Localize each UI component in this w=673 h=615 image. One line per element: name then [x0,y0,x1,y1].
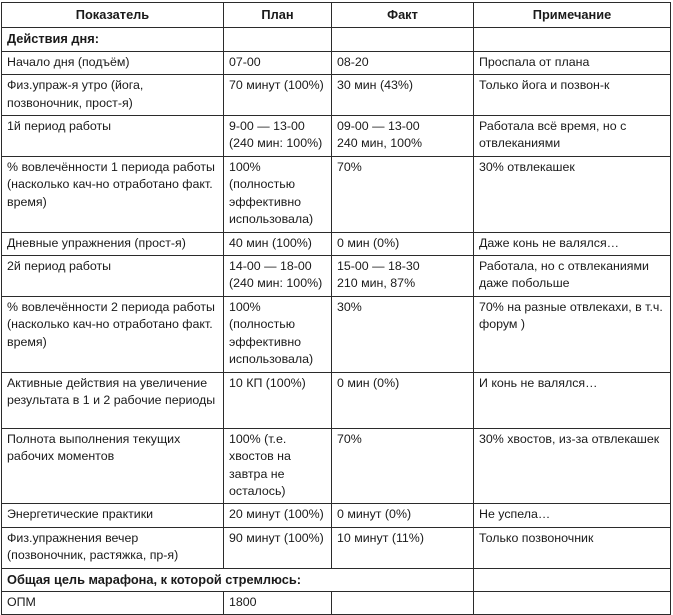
cell-note: И конь не валялся… [474,372,671,428]
table-row [2,51,671,74]
table-header-row [2,3,671,28]
cell-plan: 20 минут (100%) [224,504,332,527]
cell-indicator: Энергетические практики [2,504,224,527]
section-spacer-fact [332,28,474,51]
cell-indicator: % вовлечённости 1 периода работы (насколько кач-но отработано факт. время) [2,157,224,233]
table-row [2,232,671,255]
table-row [2,372,671,428]
cell-note: 70% на разные отвлекахи, в т.ч. форум ) [474,297,671,373]
cell-fact: 70% [332,157,474,233]
table-body [2,3,671,615]
table-row [2,297,671,373]
marathon-tracking-table [1,2,671,615]
table-row [2,527,671,568]
table-row [2,75,671,116]
cell-note: Только позвоночник [474,527,671,568]
goal-value-row [2,591,671,614]
cell-fact: 0 мин (0%) [332,232,474,255]
screenshot-root [0,2,673,609]
cell-plan: 100% (т.е. хвостов на завтра не осталось) [224,428,332,504]
cell-indicator: Физ.упраж-я утро (йога, позвоночник, прост-я) [2,75,224,116]
cell-fact: 30% [332,297,474,373]
table-row [2,116,671,157]
section-spacer-note [474,28,671,51]
cell-plan: 90 минут (100%) [224,527,332,568]
cell-plan: 100% (полностью эффективно использовала) [224,157,332,233]
section-spacer-plan [224,28,332,51]
cell-fact: 70% [332,428,474,504]
cell-note: Проспала от плана [474,51,671,74]
section-spacer-goal-note [474,568,671,591]
column-header-plan: План [224,3,332,28]
cell-fact: 09-00 — 13-00 240 мин, 100% [332,116,474,157]
cell-note: Не успела… [474,504,671,527]
cell-fact: 30 мин (43%) [332,75,474,116]
cell-note: Работала, но с отвлеканиями даже побольше [474,256,671,297]
cell-goal-note [474,591,671,614]
column-header-indicator: Показатель [2,3,224,28]
cell-plan: 70 минут (100%) [224,75,332,116]
column-header-note: Примечание [474,3,671,28]
cell-indicator: Начало дня (подъём) [2,51,224,74]
cell-note: Работала всё время, но с отвлеканиями [474,116,671,157]
cell-goal-plan: 1800 [224,591,332,614]
cell-note: Только йога и позвон-к [474,75,671,116]
cell-note: Даже конь не валялся… [474,232,671,255]
section-row-marathon-goal [2,568,671,591]
cell-goal-indicator: ОПМ [2,591,224,614]
section-label-day-actions: Действия дня: [2,28,224,51]
section-row-day-actions [2,28,671,51]
cell-fact: 0 мин (0%) [332,372,474,428]
cell-goal-fact [332,591,474,614]
cell-indicator: Полнота выполнения текущих рабочих моментов [2,428,224,504]
cell-indicator: Дневные упражнения (прост-я) [2,232,224,255]
table-row [2,428,671,504]
cell-plan: 14-00 — 18-00 (240 мин: 100%) [224,256,332,297]
table-row [2,157,671,233]
column-header-fact: Факт [332,3,474,28]
cell-indicator: % вовлечённости 2 периода работы (насколько кач-но отработано факт. время) [2,297,224,373]
cell-plan: 40 мин (100%) [224,232,332,255]
table-row [2,256,671,297]
cell-indicator: Активные действия на увеличение результата в 1 и 2 рабочие периоды [2,372,224,428]
cell-fact: 15-00 — 18-30 210 мин, 87% [332,256,474,297]
cell-indicator: Физ.упражнения вечер (позвоночник, растяжка, пр-я) [2,527,224,568]
table-row [2,504,671,527]
cell-fact: 0 минут (0%) [332,504,474,527]
cell-indicator: 1й период работы [2,116,224,157]
cell-indicator: 2й период работы [2,256,224,297]
cell-plan: 9-00 — 13-00 (240 мин: 100%) [224,116,332,157]
cell-plan: 100% (полностью эффективно использовала) [224,297,332,373]
section-label-marathon-goal: Общая цель марафона, к которой стремлюсь: [2,568,474,591]
cell-plan: 10 КП (100%) [224,372,332,428]
cell-fact: 10 минут (11%) [332,527,474,568]
cell-plan: 07-00 [224,51,332,74]
cell-note: 30% хвостов, из-за отвлекашек [474,428,671,504]
cell-note: 30% отвлекашек [474,157,671,233]
cell-fact: 08-20 [332,51,474,74]
